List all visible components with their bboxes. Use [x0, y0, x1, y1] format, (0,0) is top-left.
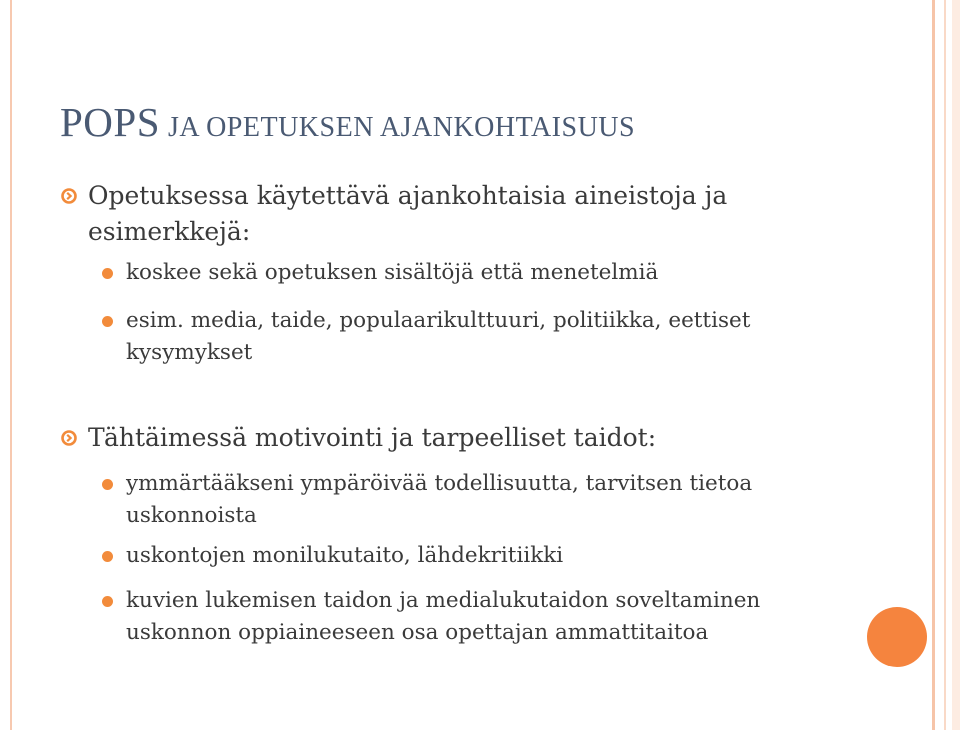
title-main: POPS [60, 99, 161, 145]
filled-dot-icon [102, 268, 113, 279]
bullet-item [60, 420, 860, 456]
sub-bullet-item [102, 257, 862, 289]
sub-bullet-item [102, 468, 862, 532]
title-rest: JA OPETUKSEN AJANKOHTAISUUS [168, 112, 636, 143]
left-border-line [10, 0, 12, 730]
bullet-text: Opetuksessa käytettävä ajankohtaisia aineistoja ja esimerkkejä: [88, 181, 728, 246]
orange-circle-decoration [867, 607, 927, 667]
sub-bullet-text: ymmärtääkseni ympäröivää todellisuutta, tarvitsen tietoa uskonnoista [126, 471, 753, 528]
open-circle-arrow-icon [60, 429, 78, 447]
open-circle-arrow-icon [60, 187, 78, 205]
filled-dot-icon [102, 596, 113, 607]
slide-title [60, 98, 635, 146]
sub-bullet-item [102, 540, 862, 572]
sub-bullet-item [102, 585, 862, 649]
sub-bullet-text: koskee sekä opetuksen sisältöjä että menetelmiä [126, 260, 659, 285]
right-border-band [952, 0, 960, 730]
right-border-line [932, 0, 935, 730]
bullet-text: Tähtäimessä motivointi ja tarpeelliset taidot: [88, 423, 657, 452]
right-border-line-2 [944, 0, 946, 730]
filled-dot-icon [102, 479, 113, 490]
filled-dot-icon [102, 316, 113, 327]
bullet-item [60, 178, 860, 250]
sub-bullet-text: kuvien lukemisen taidon ja medialukutaidon soveltaminen uskonnon oppiaineeseen osa opettajan ammattitaitoa [126, 588, 761, 645]
sub-bullet-text: esim. media, taide, populaarikulttuuri, politiikka, eettiset kysymykset [126, 308, 751, 365]
sub-bullet-item [102, 305, 862, 369]
sub-bullet-text: uskontojen monilukutaito, lähdekritiikki [126, 543, 564, 568]
filled-dot-icon [102, 551, 113, 562]
